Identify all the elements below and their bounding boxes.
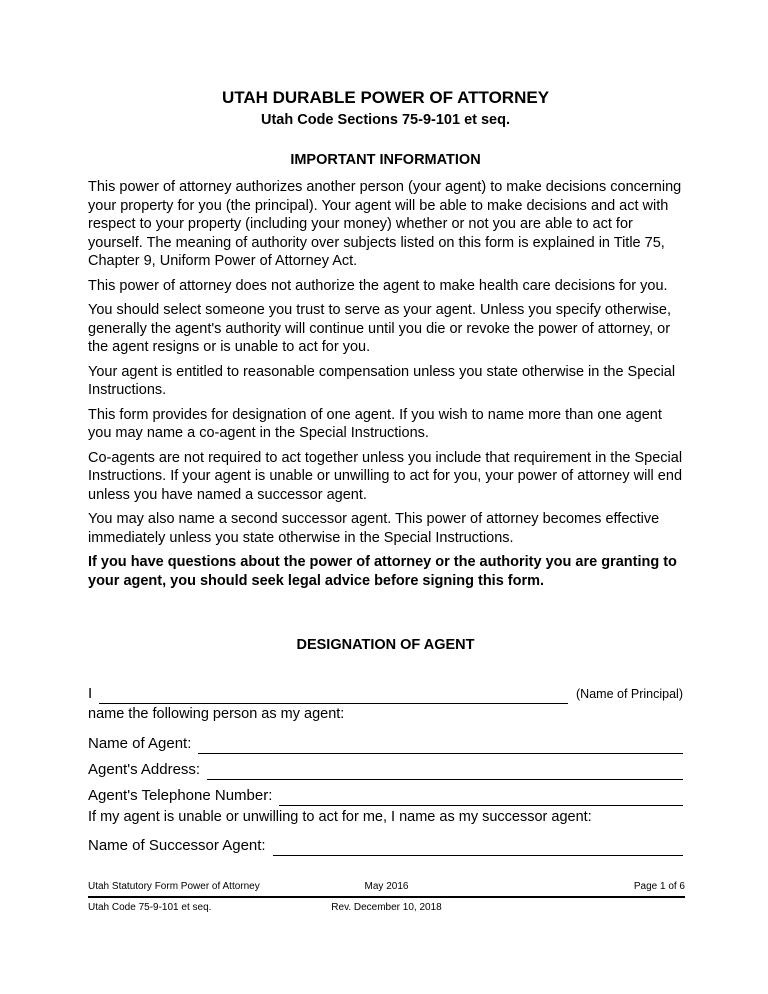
footer-revision-date: Rev. December 10, 2018 <box>331 902 442 913</box>
agent-name-label: Name of Agent: <box>88 734 192 752</box>
section-heading-important-information: IMPORTANT INFORMATION <box>290 152 481 168</box>
agent-address-row <box>88 756 683 780</box>
principal-name-blank[interactable] <box>99 683 568 704</box>
footer-version-date: May 2016 <box>364 881 409 892</box>
agent-phone-label: Agent's Telephone Number: <box>88 786 273 804</box>
successor-intro-text: If my agent is unable or unwilling to act for me, I name as my successor agent: <box>88 808 592 825</box>
page-footer <box>88 881 685 914</box>
agent-phone-blank[interactable] <box>279 785 683 806</box>
agent-address-label: Agent's Address: <box>88 760 201 778</box>
info-paragraph-one-agent: This form provides for designation of one agent. If you wish to name more than one agent you may name a co-agent in the Special Instructions. <box>88 406 662 441</box>
successor-name-label: Name of Successor Agent: <box>88 837 266 854</box>
agent-name-blank[interactable] <box>198 733 683 754</box>
footer-row-1 <box>88 881 685 893</box>
info-paragraph-select-agent: You should select someone you trust to serve as your agent. Unless you specify otherwise, generally the agent's authority will continue until you die or revoke the power of attorney, or the agent resigns or is unable to act for you. <box>88 302 672 355</box>
footer-row-2 <box>88 902 685 914</box>
agent-address-blank[interactable] <box>207 759 683 780</box>
agent-intro-text: name the following person as my agent: <box>88 706 345 722</box>
document-subtitle: Utah Code Sections 75-9-101 et seq. <box>261 112 510 128</box>
footer-divider-rule <box>88 896 685 898</box>
footer-page-number: Page 1 of 6 <box>633 881 685 892</box>
principal-prefix-label: I <box>88 685 93 702</box>
info-paragraph-second-successor: You may also name a second successor agent. This power of attorney becomes effective immediately unless you state otherwise in the Special Instructions. <box>88 511 660 546</box>
info-paragraph-authorization: This power of attorney authorizes another person (your agent) to make decisions concerning your property for you (the principal). Your agent will be able to make decisions and act with respect to your property (including your money) whether or not you are able to act for yourself. The meaning of authority over subjects listed on this form is explained in Title 75, Chapter 9, Uniform Power of Attorney Act. <box>88 179 682 269</box>
successor-name-row <box>88 832 683 856</box>
footer-form-name: Utah Statutory Form Power of Attorney <box>88 881 260 892</box>
legal-advice-notice: If you have questions about the power of attorney or the authority you are granting to your agent, you should seek legal advice before signing this form. <box>88 554 677 589</box>
agent-phone-row <box>88 782 683 806</box>
document-title: UTAH DURABLE POWER OF ATTORNEY <box>221 88 550 107</box>
info-paragraph-healthcare: This power of attorney does not authorize the agent to make health care decisions for you. <box>88 277 668 294</box>
successor-agent-name-blank[interactable] <box>273 835 683 856</box>
footer-code-reference: Utah Code 75-9-101 et seq. <box>88 902 212 913</box>
info-paragraph-compensation: Your agent is entitled to reasonable compensation unless you state otherwise in the Special Instructions. <box>88 363 676 398</box>
info-paragraph-co-agents: Co-agents are not required to act together unless you include that requirement in the Special Instructions. If your agent is unable or unwilling to act for you, your power of attorney will end unless you have named a successor agent. <box>88 449 683 503</box>
principal-name-row <box>88 680 683 704</box>
agent-name-row <box>88 730 683 754</box>
section-heading-designation-of-agent: DESIGNATION OF AGENT <box>296 637 475 653</box>
principal-name-hint: (Name of Principal) <box>576 687 683 701</box>
